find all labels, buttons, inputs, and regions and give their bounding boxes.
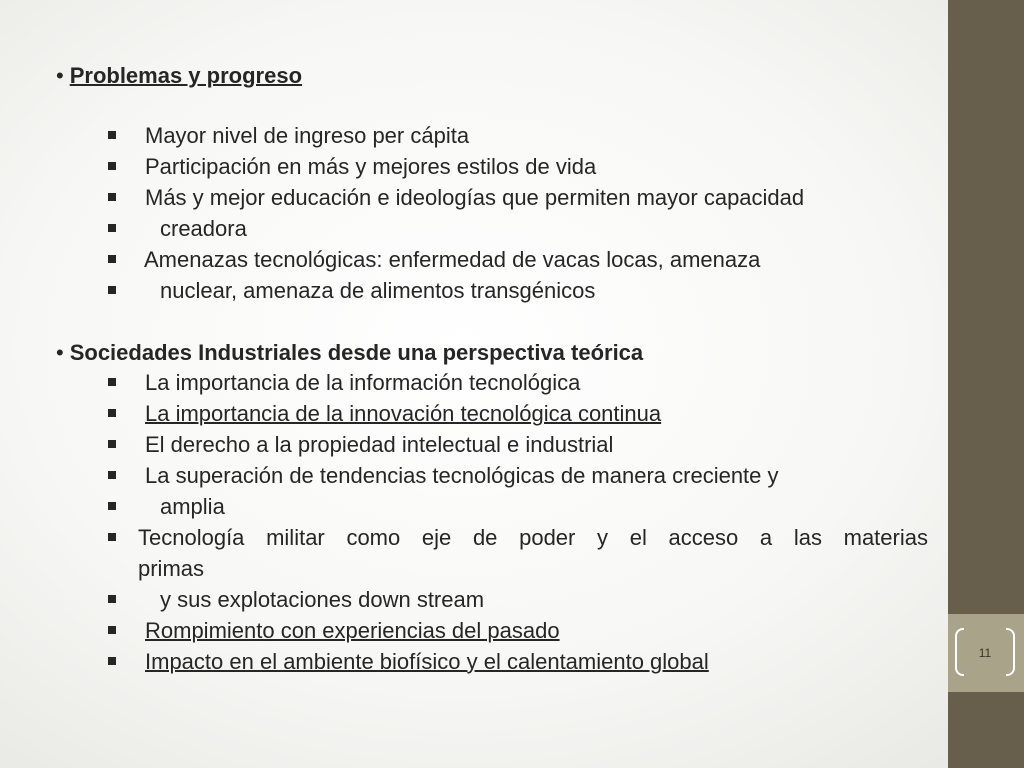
list-item: La importancia de la innovación tecnológica continua <box>145 401 662 426</box>
page-number: 11 <box>978 646 992 660</box>
bullet-icon: • <box>56 340 64 365</box>
square-bullet-icon <box>108 533 116 541</box>
square-bullet-icon <box>108 471 116 479</box>
list-item: Más y mejor educación e ideologías que permiten mayor capacidad <box>145 185 805 210</box>
word: a <box>759 525 773 550</box>
list-item: Impacto en el ambiente biofísico y el calentamiento global <box>145 649 709 674</box>
list-item: La superación de tendencias tecnológicas de manera creciente y <box>145 463 779 488</box>
word: el <box>629 525 647 550</box>
list-item: Rompimiento con experiencias del pasado <box>145 618 560 643</box>
list-item: creadora <box>160 216 247 241</box>
square-bullet-icon <box>108 378 116 386</box>
word: materias <box>843 525 928 550</box>
square-bullet-icon <box>108 193 116 201</box>
list-item: La importancia de la información tecnológica <box>145 370 581 395</box>
word: como <box>346 525 401 550</box>
square-bullet-icon <box>108 440 116 448</box>
bullet-icon: • <box>56 63 64 88</box>
word: militar <box>266 525 325 550</box>
square-bullet-icon <box>108 409 116 417</box>
section-heading: • Problemas y progreso <box>56 63 303 88</box>
square-bullet-icon <box>108 131 116 139</box>
square-bullet-icon <box>108 286 116 294</box>
word: eje <box>421 525 452 550</box>
list-item: El derecho a la propiedad intelectual e industrial <box>145 432 614 457</box>
word: poder <box>519 525 576 550</box>
word: y <box>597 525 609 550</box>
word: de <box>472 525 498 550</box>
square-bullet-icon <box>108 595 116 603</box>
list-item-justified <box>138 522 928 553</box>
square-bullet-icon <box>108 502 116 510</box>
square-bullet-icon <box>108 255 116 263</box>
square-bullet-icon <box>108 657 116 665</box>
list-item: Amenazas tecnológicas: enfermedad de vacas locas, amenaza <box>144 247 761 272</box>
list-item: amplia <box>160 494 225 519</box>
word: acceso <box>668 525 739 550</box>
list-item: Mayor nivel de ingreso per cápita <box>145 123 470 148</box>
word: Tecnología <box>138 525 245 550</box>
word: las <box>793 525 822 550</box>
list-item: Participación en más y mejores estilos de vida <box>145 154 597 179</box>
section-heading: • Sociedades Industriales desde una perspectiva teórica <box>56 340 644 365</box>
square-bullet-icon <box>108 162 116 170</box>
list-item: nuclear, amenaza de alimentos transgénicos <box>160 278 596 303</box>
list-item: y sus explotaciones down stream <box>160 587 485 612</box>
square-bullet-icon <box>108 224 116 232</box>
list-item-continuation: primas <box>138 556 205 581</box>
page-number-frame <box>955 628 1015 680</box>
square-bullet-icon <box>108 626 116 634</box>
